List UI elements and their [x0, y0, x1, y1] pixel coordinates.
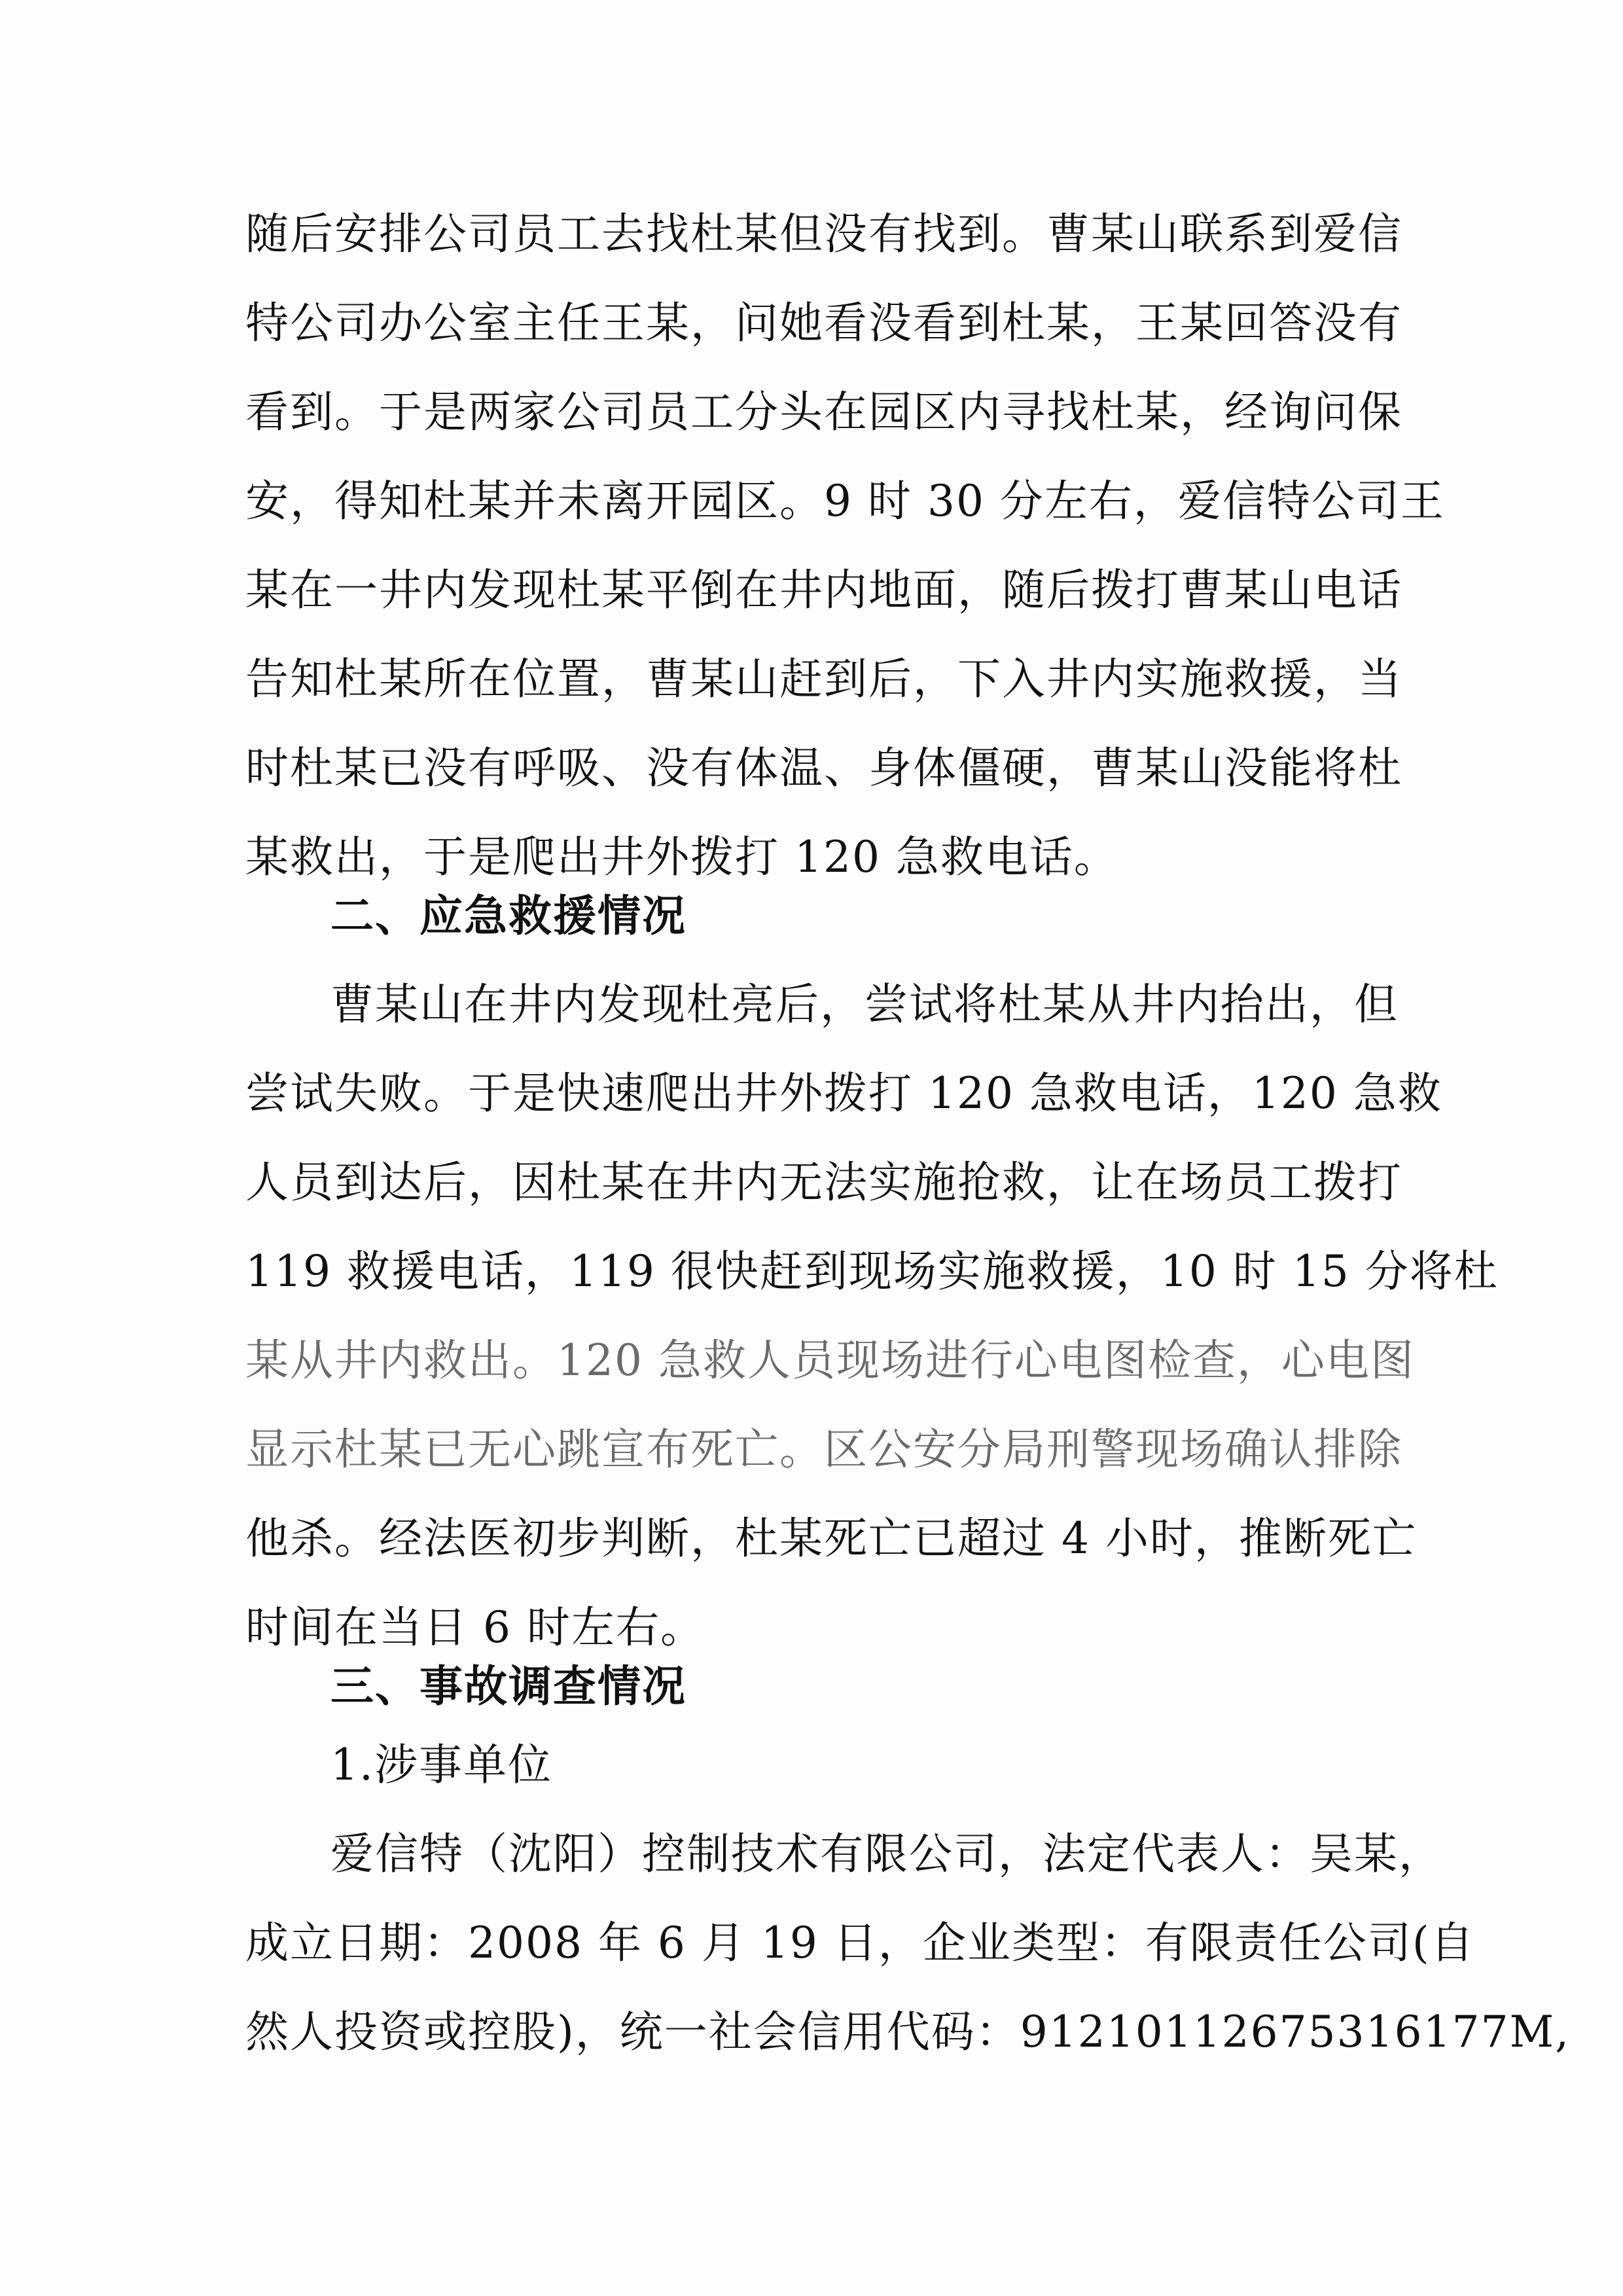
paragraph-line: 尝试失败。于是快速爬出井外拨打 120 急救电话，120 急救: [245, 1068, 1442, 1119]
paragraph-line: 119 救援电话，119 很快赶到现场实施救援，10 时 15 分将杜: [245, 1246, 1499, 1297]
section-heading: 三、事故调查情况: [330, 1660, 687, 1712]
paragraph-line: 时杜某已没有呼吸、没有体温、身体僵硬，曹某山没能将杜: [245, 743, 1402, 793]
paragraph-line: 告知杜某所在位置，曹某山赶到后，下入井内实施救援，当: [245, 654, 1402, 704]
paragraph-line: 某在一井内发现杜某平倒在井内地面，随后拨打曹某山电话: [245, 565, 1402, 615]
paragraph-line: 曹某山在井内发现杜亮后，尝试将杜某从井内抬出，但: [330, 979, 1399, 1030]
paragraph-line: 某救出，于是爬出井外拨打 120 急救电话。: [245, 832, 1118, 882]
paragraph-line: 然人投资或控股)，统一社会信用代码：91210112675316177M,: [245, 2007, 1571, 2057]
paragraph-line: 特公司办公室主任王某，问她看没看到杜某，王某回答没有: [245, 298, 1402, 348]
paragraph-line: 爱信特（沈阳）控制技术有限公司，法定代表人：吴某，: [330, 1829, 1443, 1879]
paragraph-line: 显示杜某已无心跳宣布死亡。区公安分局刑警现场确认排除: [245, 1424, 1402, 1475]
paragraph-line: 人员到达后，因杜某在井内无法实施抢救，让在场员工拨打: [245, 1157, 1402, 1208]
paragraph-line: 他杀。经法医初步判断，杜某死亡已超过 4 小时，推断死亡: [245, 1513, 1417, 1564]
section-heading: 二、应急救援情况: [330, 890, 687, 941]
paragraph-line: 随后安排公司员工去找杜某但没有找到。曹某山联系到爱信: [245, 209, 1402, 259]
paragraph-line: 时间在当日 6 时左右。: [245, 1602, 705, 1653]
paragraph-line: 成立日期：2008 年 6 月 19 日，企业类型：有限责任公司(自: [245, 1918, 1475, 1968]
paragraph-line: 看到。于是两家公司员工分头在园区内寻找杜某，经询问保: [245, 387, 1402, 437]
paragraph-line: 安，得知杜某并未离开园区。9 时 30 分左右，爱信特公司王: [245, 476, 1445, 526]
paragraph-line: 某从井内救出。120 急救人员现场进行心电图检查，心电图: [245, 1335, 1415, 1386]
subsection-heading: 1.涉事单位: [330, 1740, 552, 1790]
